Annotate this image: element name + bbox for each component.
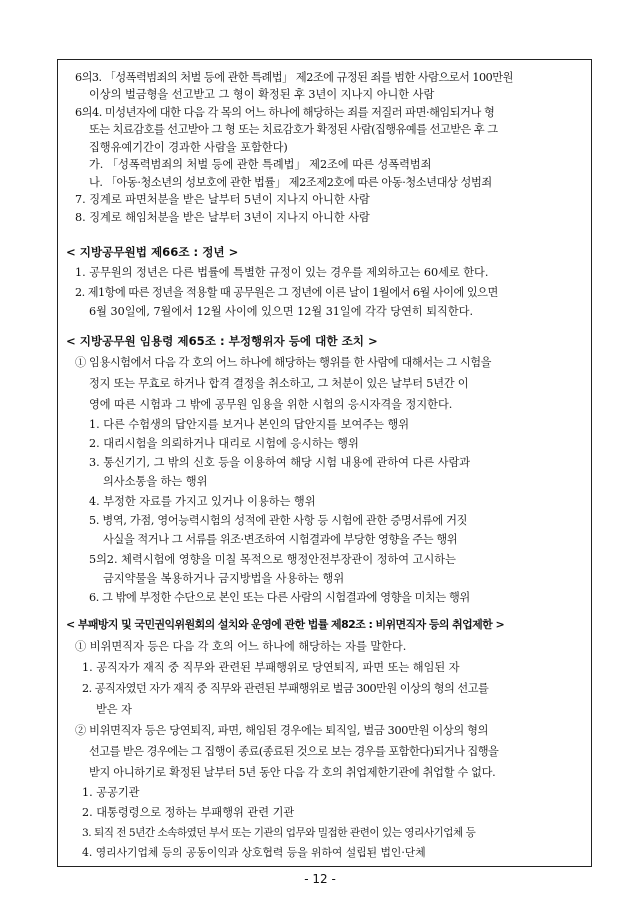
text-line: 6의4. 미성년자에 대한 다음 각 목의 어느 하나에 해당하는 죄를 저질러 파면·해임되거나 형 bbox=[75, 106, 495, 119]
text-line: 2. 공직자였던 자가 재직 중 직무와 관련된 부패행위로 벌금 300만원 이상의 형의 선고를 bbox=[82, 682, 489, 695]
text-line: 1. 다른 수험생의 답안지를 보거나 본인의 답안지를 보여주는 행위 bbox=[89, 418, 410, 431]
text-line: 1. 공공기관 bbox=[82, 786, 140, 799]
text-line: 1. 공직자가 재직 중 직무와 관련된 부패행위로 당연퇴직, 파면 또는 해임된 자 bbox=[82, 661, 460, 674]
text-line: 4. 부정한 자료를 가지고 있거나 이용하는 행위 bbox=[89, 495, 316, 508]
text-line: 나. 「아동·청소년의 성보호에 관한 법률」 제2조제2호에 따른 아동·청소년대상 성범죄 bbox=[89, 176, 492, 189]
text-line: 4. 영리사기업체 등의 공동이익과 상호협력 등을 위하여 설립된 법인·단체 bbox=[82, 846, 426, 859]
text-line: ② 비위면직자 등은 당연퇴직, 파면, 해임된 경우에는 퇴직일, 벌금 300만원 이상의 형의 bbox=[75, 724, 489, 737]
text-line: 이상의 벌금형을 선고받고 그 형이 확정된 후 3년이 지나지 아니한 사람 bbox=[89, 88, 435, 101]
text-line: 금지약물을 복용하거나 금지방법을 사용하는 행위 bbox=[103, 572, 345, 585]
text-line: 받지 아니하기로 확정된 날부터 5년 동안 다음 각 호의 취업제한기관에 취업할 수 없다. bbox=[89, 766, 496, 779]
text-line: 7. 징계로 파면처분을 받은 날부터 5년이 지나지 아니한 사람 bbox=[75, 193, 370, 206]
text-line: 선고를 받은 경우에는 그 집행이 종료(종료된 것으로 보는 경우를 포함한다)되거나 집행을 bbox=[89, 745, 499, 758]
text-line: 정지 또는 무효로 하거나 합격 결정을 취소하고, 그 처분이 있은 날부터 5년간 이 bbox=[89, 377, 469, 390]
text-line: 또는 치료감호를 선고받아 그 형 또는 치료감호가 확정된 사람(집행유예를 선고받은 후 그 bbox=[89, 123, 498, 136]
text-line: 2. 대통령령으로 정하는 부패행위 관련 기관 bbox=[82, 806, 295, 819]
text-line: 3. 통신기기, 그 밖의 신호 등을 이용하여 해당 시험 내용에 관하여 다른 사람과 bbox=[89, 456, 471, 469]
text-line: 5의2. 체력시험에 영향을 미칠 목적으로 행정안전부장관이 정하여 고시하는 bbox=[89, 553, 456, 566]
text-line: ① 비위면직자 등은 다음 각 호의 어느 하나에 해당하는 자를 말한다. bbox=[75, 640, 407, 653]
section-heading: < 지방공무원 임용령 제65조 : 부정행위자 등에 대한 조치 > bbox=[66, 334, 378, 348]
section-heading: < 부패방지 및 국민권익위원회의 설치와 운영에 관한 법률 제82조 : 비위면직자 등의 취업제한 > bbox=[66, 618, 505, 631]
text-line: 5. 병역, 가점, 영어능력시험의 성적에 관한 사항 등 시험에 관한 증명서류에 거짓 bbox=[89, 514, 468, 527]
text-line: 1. 공무원의 정년은 다른 법률에 특별한 규정이 있는 경우를 제외하고는 60세로 한다. bbox=[75, 266, 489, 279]
text-line: 의사소통을 하는 행위 bbox=[103, 475, 208, 488]
text-line: 3. 퇴직 전 5년간 소속하였던 부서 또는 기관의 업무와 밀접한 관련이 있는 영리사기업체 등 bbox=[82, 827, 476, 839]
text-line: 받은 자 bbox=[96, 703, 132, 716]
text-line: 8. 징계로 해임처분을 받은 날부터 3년이 지나지 아니한 사람 bbox=[75, 211, 370, 224]
text-line: 집행유예기간이 경과한 사람을 포함한다) bbox=[89, 141, 288, 154]
text-line: 영에 따른 시험과 그 밖에 공무원 임용을 위한 시험의 응시자격을 정지한다. bbox=[89, 398, 453, 411]
section-heading: < 지방공무원법 제66조 : 정년 > bbox=[66, 245, 239, 259]
text-line: 6. 그 밖에 부정한 수단으로 본인 또는 다른 사람의 시험결과에 영향을 미치는 행위 bbox=[89, 591, 470, 604]
text-line: 6월 30일에, 7월에서 12월 사이에 있으면 12월 31일에 각각 당연히 퇴직한다. bbox=[89, 305, 474, 318]
text-line: 가. 「성폭력범죄의 처벌 등에 관한 특례법」 제2조에 따른 성폭력범죄 bbox=[89, 158, 432, 171]
text-line: 사실을 적거나 그 서류를 위조·변조하여 시험결과에 부당한 영향을 주는 행위 bbox=[103, 533, 458, 546]
text-line: 6의3. 「성폭력범죄의 처벌 등에 관한 특례법」 제2조에 규정된 죄를 범한 사람으로서 100만원 bbox=[75, 71, 513, 84]
text-line: 2. 제1항에 따른 정년을 적용할 때 공무원은 그 정년에 이른 날이 1월에서 6월 사이에 있으면 bbox=[75, 286, 498, 299]
text-line: 2. 대리시험을 의뢰하거나 대리로 시험에 응시하는 행위 bbox=[89, 437, 359, 450]
text-line: ① 임용시험에서 다음 각 호의 어느 하나에 해당하는 행위를 한 사람에 대해서는 그 시험을 bbox=[75, 356, 492, 369]
page-number: - 12 - bbox=[304, 872, 336, 886]
